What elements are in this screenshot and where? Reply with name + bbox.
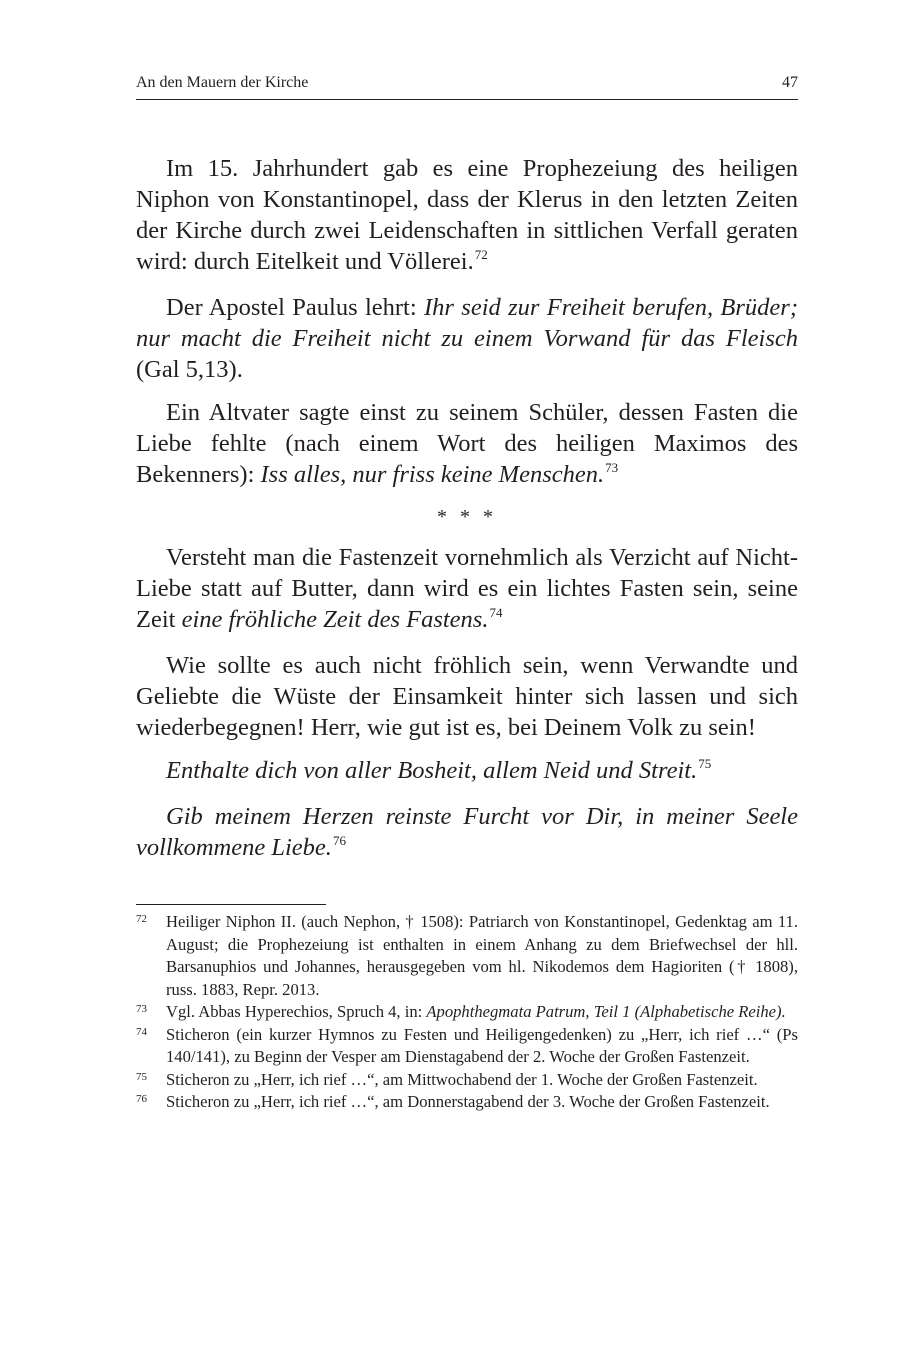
paragraph-4-text: Versteht man die Fastenzeit vornehmlich als Verzicht auf Nicht-Liebe statt auf Butter, dann wird es ein lichtes Fasten sein, seine Zeit xyxy=(136,544,798,633)
footnote-72 xyxy=(136,911,798,1001)
footnote-text: Sticheron zu „Herr, ich rief …“, am Mittwochabend der 1. Woche der Großen Fastenzeit. xyxy=(166,1069,758,1089)
paragraph-4 xyxy=(136,542,798,638)
running-head xyxy=(136,70,798,96)
footnote-text: Vgl. Abbas Hyperechios, Spruch 4, in: xyxy=(166,1002,427,1021)
footnote-number: 76 xyxy=(136,1093,147,1105)
paragraph-1 xyxy=(136,153,798,280)
footnote-number: 72 xyxy=(136,913,147,925)
paragraph-2 xyxy=(136,292,798,385)
footnote-text: Sticheron (ein kurzer Hymnos zu Festen und Heiligengedenken) zu „Herr, ich rief …“ (Ps 140/141), zu Beginn der Vesper am Dienstagabend der 2. Woche der Großen Fastenzeit. xyxy=(166,1024,798,1066)
footnote-ref-75[interactable]: 75 xyxy=(698,756,712,771)
footnote-76 xyxy=(136,1091,798,1114)
running-title: An den Mauern der Kirche xyxy=(136,74,309,91)
footnote-75 xyxy=(136,1069,798,1092)
footnote-text: Heiliger Niphon II. (auch Nephon, † 1508): Patriarch von Konstantinopel, Gedenktag am 11. August; die Prophezeiung ist enthalten in einem Anhang zu dem Briefwechsel der hll. Barsanuphios und Johannes, herausgegeben vom hl. Nikodemos dem Hagioriten († 1808), russ. 1883, Repr. 2013. xyxy=(166,912,798,999)
footnote-ref-76[interactable]: 76 xyxy=(332,833,346,848)
paragraph-3-text: Ein Altvater sagte einst zu seinem Schüler, dessen Fasten die Liebe fehlte (nach einem Wort des heiligen Maximos des Bekenners): xyxy=(136,399,798,488)
footnote-rule xyxy=(136,904,326,905)
footnote-italic-title: Apophthegmata Patrum, Teil 1 (Alphabetische Reihe). xyxy=(426,1002,786,1021)
footnote-number: 74 xyxy=(136,1025,147,1038)
paragraph-7-quote: Gib meinem Herzen reinste Furcht vor Dir, in meiner Seele vollkommene Liebe. xyxy=(136,803,798,861)
section-separator: * * * xyxy=(437,506,497,528)
paragraph-1-text: Im 15. Jahrhundert gab es eine Prophezeiung des heiligen Niphon von Konstantinopel, dass der Klerus in den letzten Zeiten der Kirche durch zwei Leidenschaften in sittlichen Verfall geraten wird: durch Eitelkeit und Völlerei. xyxy=(136,155,798,275)
footnote-text: Sticheron zu „Herr, ich rief …“, am Donnerstagabend der 3. Woche der Großen Fastenzeit. xyxy=(166,1092,770,1111)
paragraph-3-quote: Iss alles, nur friss keine Menschen. xyxy=(260,461,605,488)
paragraph-2-citation: (Gal 5,13). xyxy=(136,356,243,383)
paragraph-5-text: Wie sollte es auch nicht fröhlich sein, wenn Verwandte und Geliebte die Wüste der Einsamkeit hinter sich lassen und sich wiederbegegnen! Herr, wie gut ist es, bei Deinem Volk zu sein! xyxy=(136,652,798,741)
paragraph-5 xyxy=(136,650,798,743)
footnote-74 xyxy=(136,1024,798,1069)
paragraph-2-quote: Ihr seid zur Freiheit berufen, Brüder; nur macht die Freiheit nicht zu einem Vorwand für das Fleisch xyxy=(136,294,798,352)
footnotes xyxy=(136,911,798,1114)
paragraph-6 xyxy=(136,755,798,789)
footnote-73 xyxy=(136,1001,798,1024)
footnote-ref-73[interactable]: 73 xyxy=(605,460,619,475)
footnote-number: 75 xyxy=(136,1070,147,1083)
paragraph-2-text: Der Apostel Paulus lehrt: xyxy=(166,294,425,321)
paragraph-4-quote: eine fröhliche Zeit des Fastens. xyxy=(181,606,489,633)
paragraph-3 xyxy=(136,397,798,493)
paragraph-6-quote: Enthalte dich von aller Bosheit, allem Neid und Streit. xyxy=(166,757,698,784)
book-page xyxy=(136,0,798,1364)
paragraph-7 xyxy=(136,801,798,866)
footnote-number: 73 xyxy=(136,1003,147,1015)
footnote-ref-74[interactable]: 74 xyxy=(489,605,503,620)
header-rule xyxy=(136,99,798,100)
main-text xyxy=(136,153,798,878)
footnote-ref-72[interactable]: 72 xyxy=(474,247,488,262)
page-number: 47 xyxy=(782,74,798,91)
